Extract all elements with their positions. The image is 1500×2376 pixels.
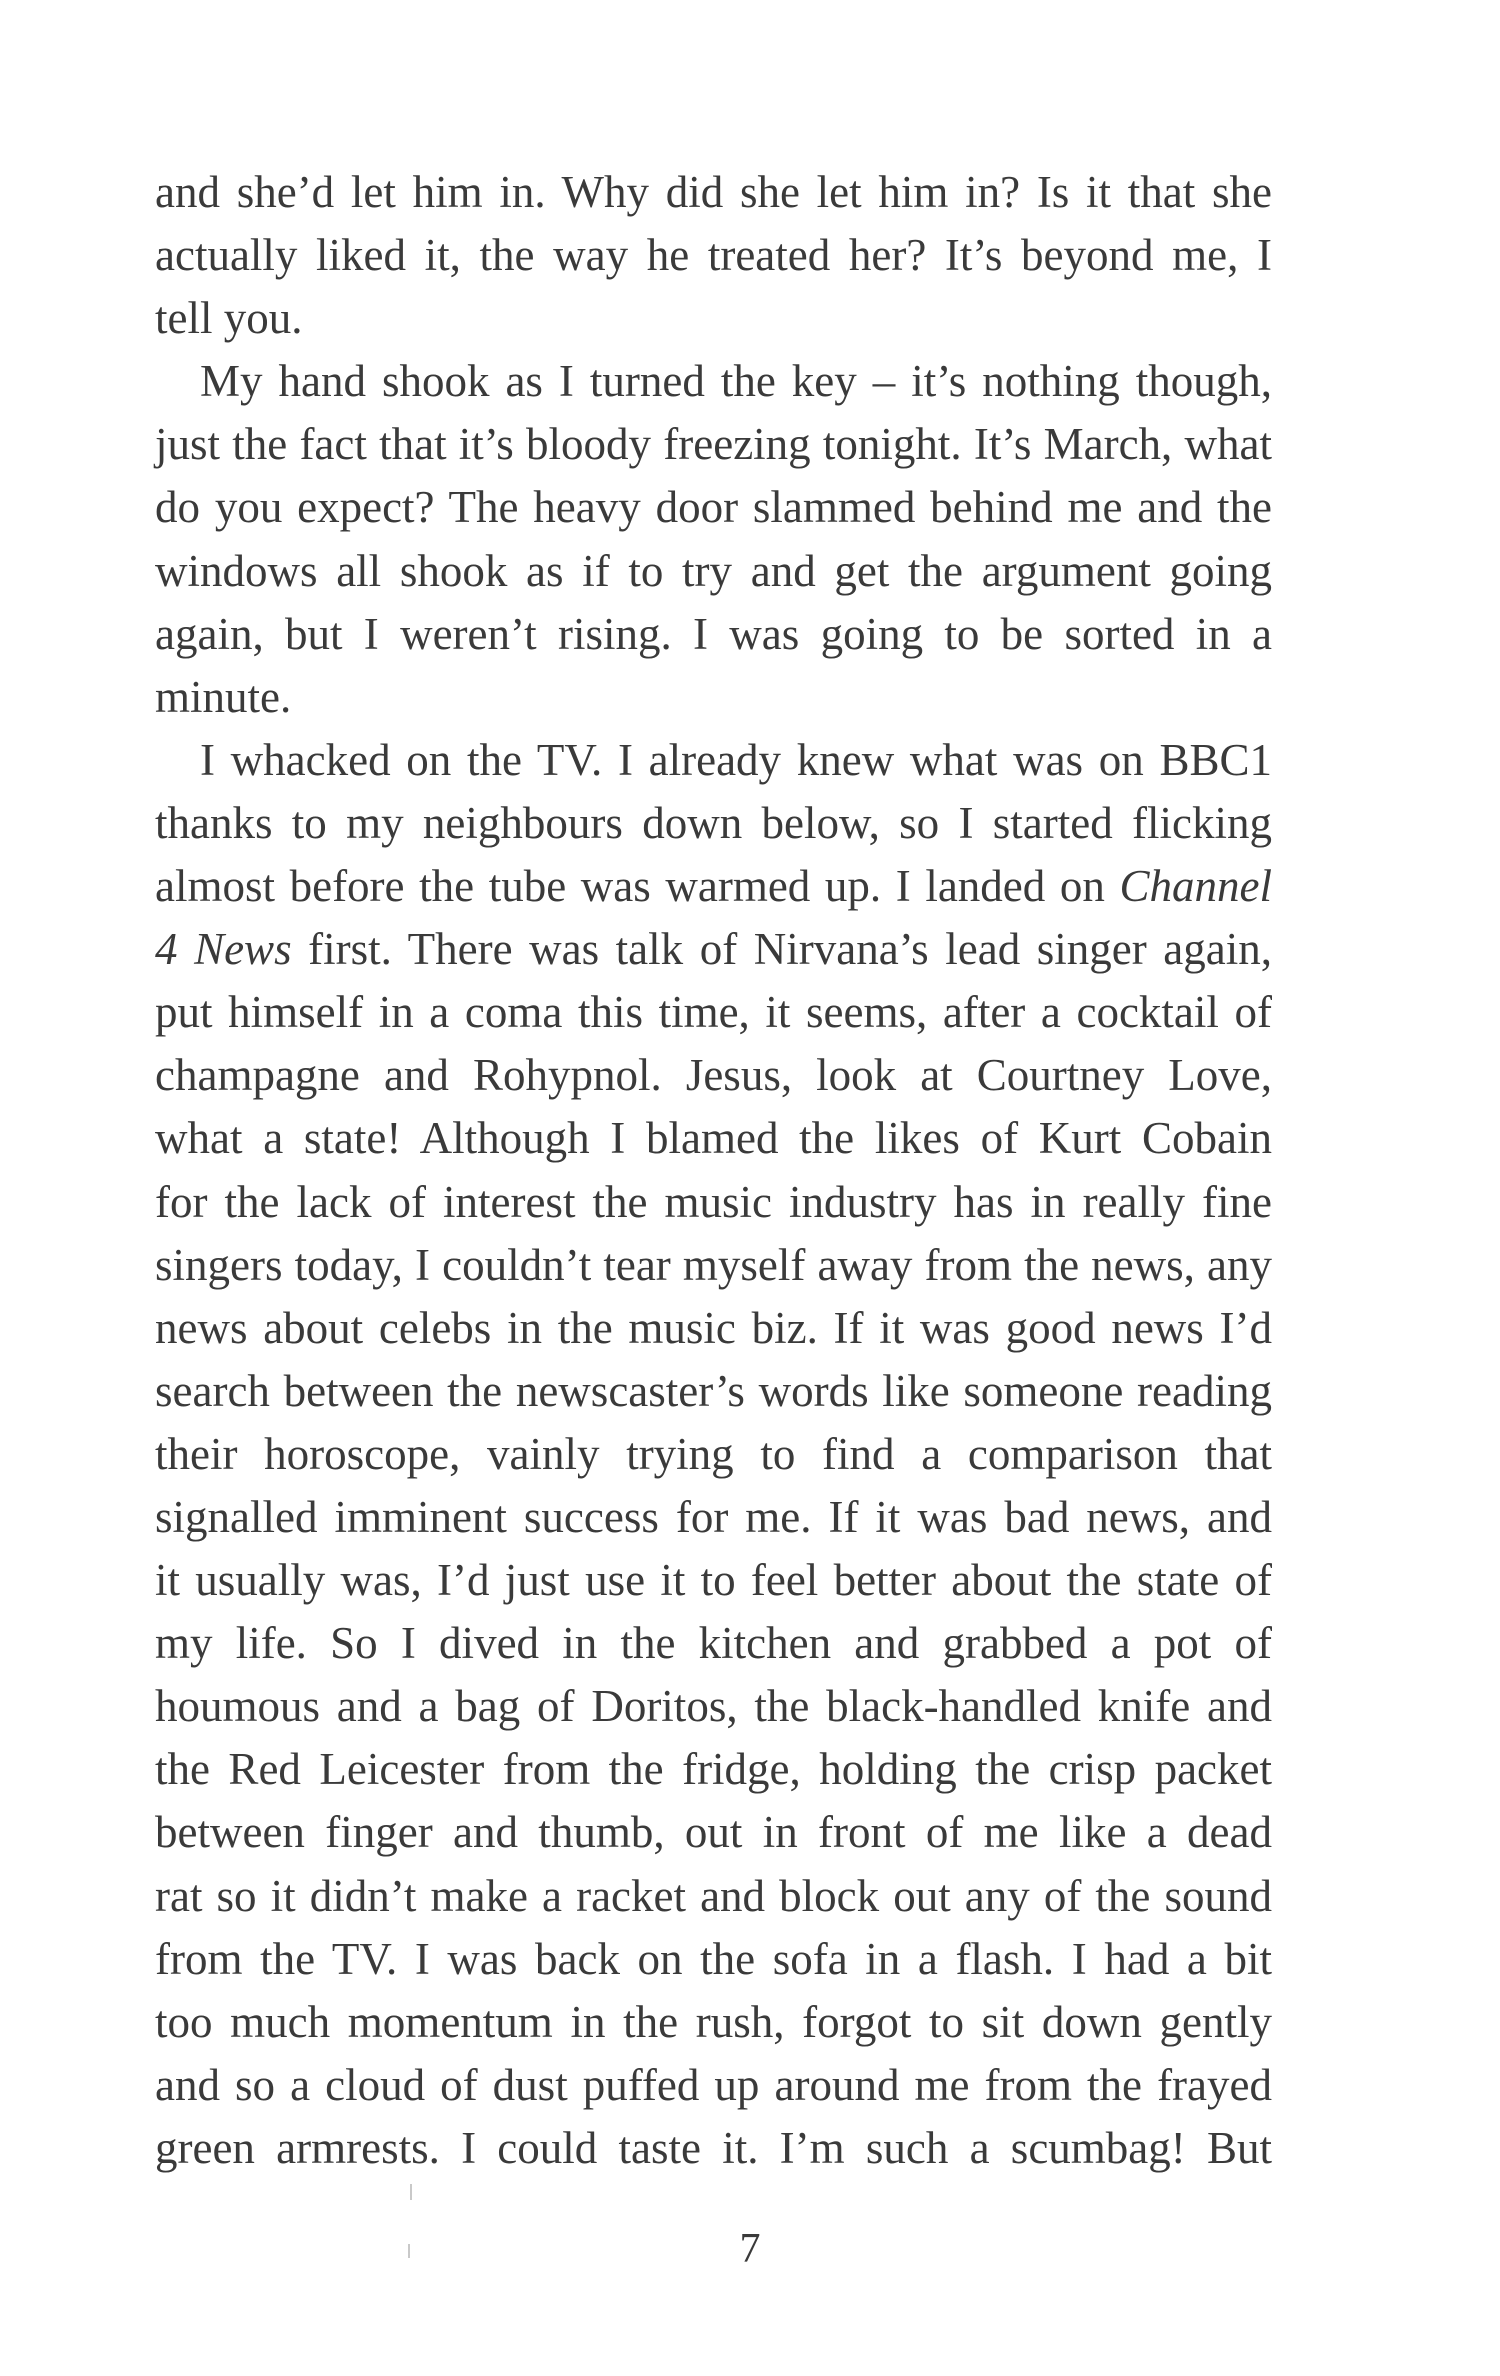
text-line: singers today, I couldn’t tear myself away from the news, any [155, 1239, 1272, 1290]
text-line: I whacked on the TV. I already knew what was on BBC1 [200, 734, 1272, 785]
text-line: it usually was, I’d just use it to feel better about the state of [155, 1555, 1272, 1606]
text-line: their horoscope, vainly trying to find a comparison that [155, 1428, 1272, 1479]
title-italic: Channel [1119, 861, 1272, 912]
text-line: green armrests. I could taste it. I’m such a scumbag! But [155, 2122, 1272, 2173]
body-text [155, 161, 1272, 2180]
text-line: search between the newscaster’s words like someone reading [155, 1365, 1272, 1416]
text-line: actually liked it, the way he treated her? It’s beyond me, I [155, 230, 1272, 281]
text-line: for the lack of interest the music industry has in really fine [155, 1176, 1272, 1227]
text-line: again, but I weren’t rising. I was going to be sorted in a [155, 608, 1272, 659]
text-line: do you expect? The heavy door slammed behind me and the [155, 482, 1272, 533]
text-line: houmous and a bag of Doritos, the black-handled knife and [155, 1681, 1272, 1732]
text-line: minute. [155, 671, 292, 722]
title-italic: 4 News [155, 924, 292, 975]
text-line: just the fact that it’s bloody freezing tonight. It’s March, what [155, 419, 1272, 470]
text-line: thanks to my neighbours down below, so I started flicking [155, 797, 1272, 848]
text-line: tell you. [155, 293, 303, 344]
text-line: too much momentum in the rush, forgot to sit down gently [155, 1996, 1272, 2047]
text-line: my life. So I dived in the kitchen and grabbed a pot of [155, 1618, 1272, 1669]
text-line: put himself in a coma this time, it seems, after a cocktail of [155, 987, 1272, 1038]
text-line: signalled imminent success for me. If it was bad news, and [155, 1491, 1272, 1542]
text-line: champagne and Rohypnol. Jesus, look at Courtney Love, [155, 1050, 1272, 1101]
text-line: the Red Leicester from the fridge, holding the crisp packet [155, 1744, 1272, 1795]
scan-speck [410, 2184, 412, 2200]
text-line: almost before the tube was warmed up. I landed on Channel [155, 861, 1272, 912]
text-line: windows all shook as if to try and get the argument going [155, 545, 1272, 596]
text-line: what a state! Although I blamed the likes of Kurt Cobain [155, 1113, 1272, 1164]
text-line: and she’d let him in. Why did she let him in? Is it that she [155, 167, 1272, 217]
text-line: 4 News first. There was talk of Nirvana’s lead singer again, [155, 924, 1272, 975]
text-line: rat so it didn’t make a racket and block out any of the sound [155, 1870, 1272, 1921]
text-line: from the TV. I was back on the sofa in a flash. I had a bit [155, 1933, 1272, 1984]
text-line: news about celebs in the music biz. If it was good news I’d [155, 1302, 1272, 1353]
text-line: My hand shook as I turned the key – it’s nothing though, [200, 356, 1272, 407]
page-number: 7 [739, 2226, 761, 2272]
text-line: and so a cloud of dust puffed up around me from the frayed [155, 2059, 1272, 2110]
text-line: between finger and thumb, out in front of me like a dead [155, 1807, 1272, 1858]
